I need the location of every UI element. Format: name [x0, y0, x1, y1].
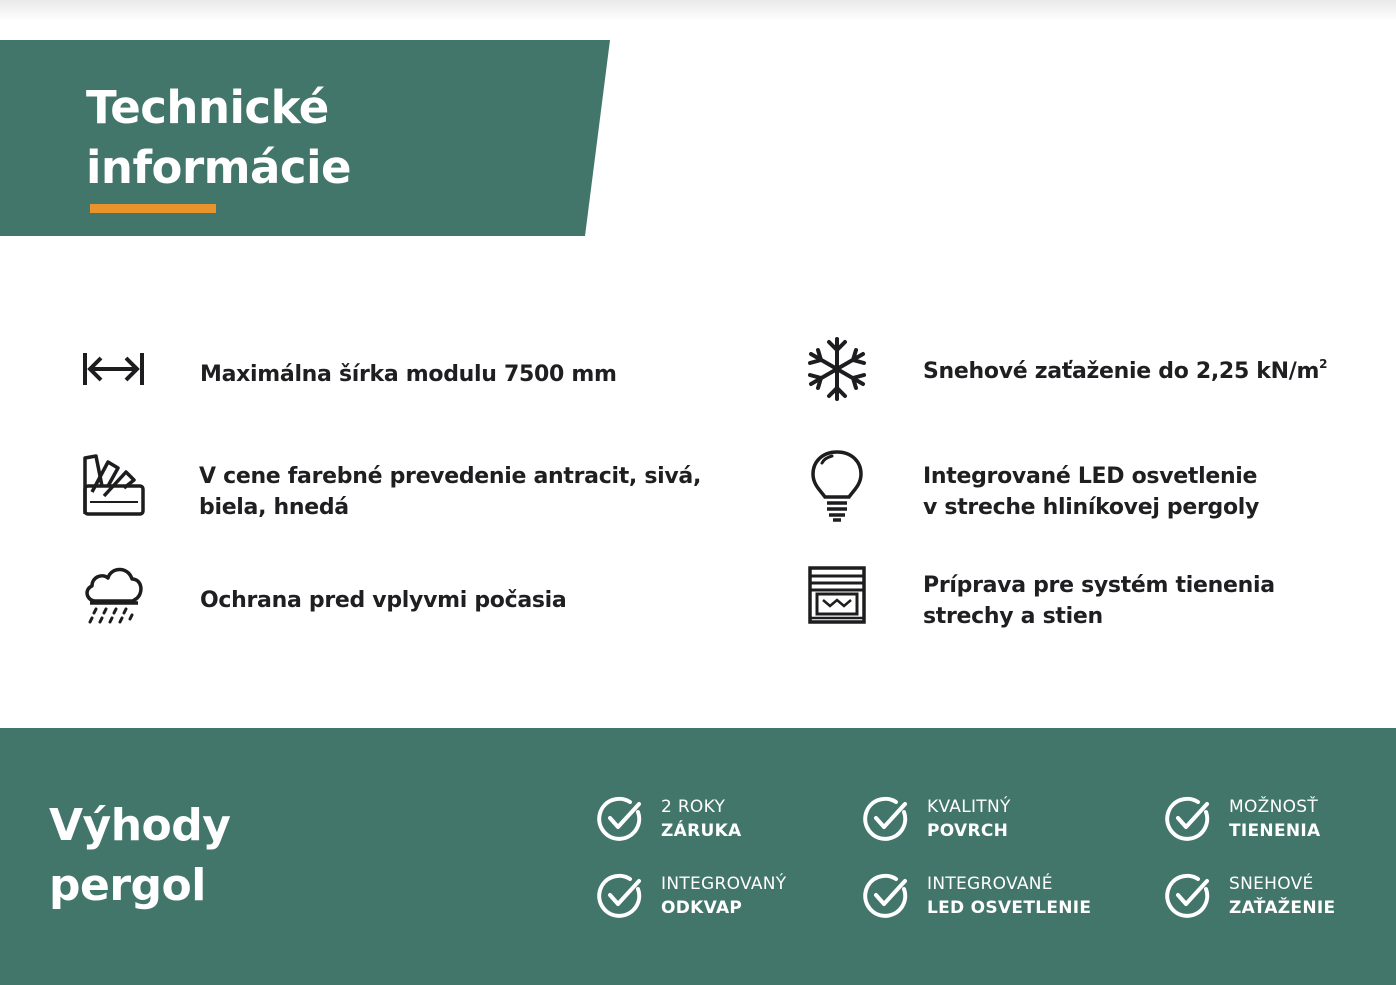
- feature-text: [200, 359, 617, 390]
- feature-text: [923, 570, 1275, 632]
- feature-line: v streche hliníkovej pergoly: [923, 495, 1260, 520]
- title-underline: [90, 204, 216, 213]
- feature-line: Integrované LED osvetlenie: [923, 464, 1258, 489]
- shading-blind-icon: [808, 566, 866, 624]
- benefits-title-line1: Výhody: [49, 800, 231, 851]
- benefit-label: 2 ROKY: [661, 797, 726, 817]
- page-title: [86, 78, 566, 198]
- benefit-label: INTEGROVANÉ: [927, 874, 1053, 894]
- rain-cloud-icon: [82, 563, 146, 627]
- page-title-line2: informácie: [86, 141, 352, 194]
- check-circle-icon: [596, 871, 646, 921]
- benefit-label-strong: TIENENIA: [1229, 821, 1321, 841]
- feature-line: strechy a stien: [923, 604, 1103, 629]
- feature-line: biela, hnedá: [199, 495, 349, 520]
- feature-line-main: Snehové zaťaženie do 2,25 kN/m: [923, 359, 1320, 384]
- feature-line: Maximálna šírka modulu 7500 mm: [200, 362, 617, 387]
- feature-text: [923, 461, 1259, 523]
- benefit-item: [862, 794, 1122, 850]
- feature-line: V cene farebné prevedenie antracit, sivá,: [199, 464, 702, 489]
- benefit-label-strong: LED OSVETLENIE: [927, 898, 1092, 918]
- benefit-label-strong: ZAŤAŽENIE: [1229, 898, 1336, 918]
- benefit-item: [1164, 871, 1396, 927]
- benefits-title: [49, 796, 230, 916]
- feature-line: [923, 356, 1327, 387]
- color-swatch-icon: [82, 452, 146, 518]
- benefit-item: [596, 871, 856, 927]
- feature-text: [200, 585, 566, 616]
- width-arrow-icon: [82, 350, 146, 388]
- benefit-label-strong: POVRCH: [927, 821, 1009, 841]
- page-title-line1: Technické: [86, 81, 329, 134]
- check-circle-icon: [862, 871, 912, 921]
- check-circle-icon: [1164, 794, 1214, 844]
- top-shadow: [0, 0, 1396, 22]
- benefit-item: [862, 871, 1122, 927]
- benefit-label: KVALITNÝ: [927, 797, 1011, 817]
- snowflake-icon: [806, 336, 868, 402]
- benefit-label-strong: ODKVAP: [661, 898, 743, 918]
- benefit-item: [1164, 794, 1396, 850]
- benefits-title-line2: pergol: [49, 860, 206, 911]
- feature-text: [199, 461, 701, 523]
- benefit-label: SNEHOVÉ: [1229, 874, 1314, 894]
- check-circle-icon: [1164, 871, 1214, 921]
- benefit-label: INTEGROVANÝ: [661, 874, 787, 894]
- benefit-item: [596, 794, 856, 850]
- feature-line-superscript: 2: [1319, 356, 1328, 371]
- feature-line: Ochrana pred vplyvmi počasia: [200, 588, 567, 613]
- benefit-label-strong: ZÁRUKA: [661, 821, 742, 841]
- feature-line: Príprava pre systém tienenia: [923, 573, 1275, 598]
- check-circle-icon: [862, 794, 912, 844]
- check-circle-icon: [596, 794, 646, 844]
- feature-text: [923, 356, 1327, 387]
- benefits-section: [0, 728, 1396, 985]
- benefit-label: MOŽNOSŤ: [1229, 797, 1319, 817]
- lightbulb-icon: [810, 449, 864, 523]
